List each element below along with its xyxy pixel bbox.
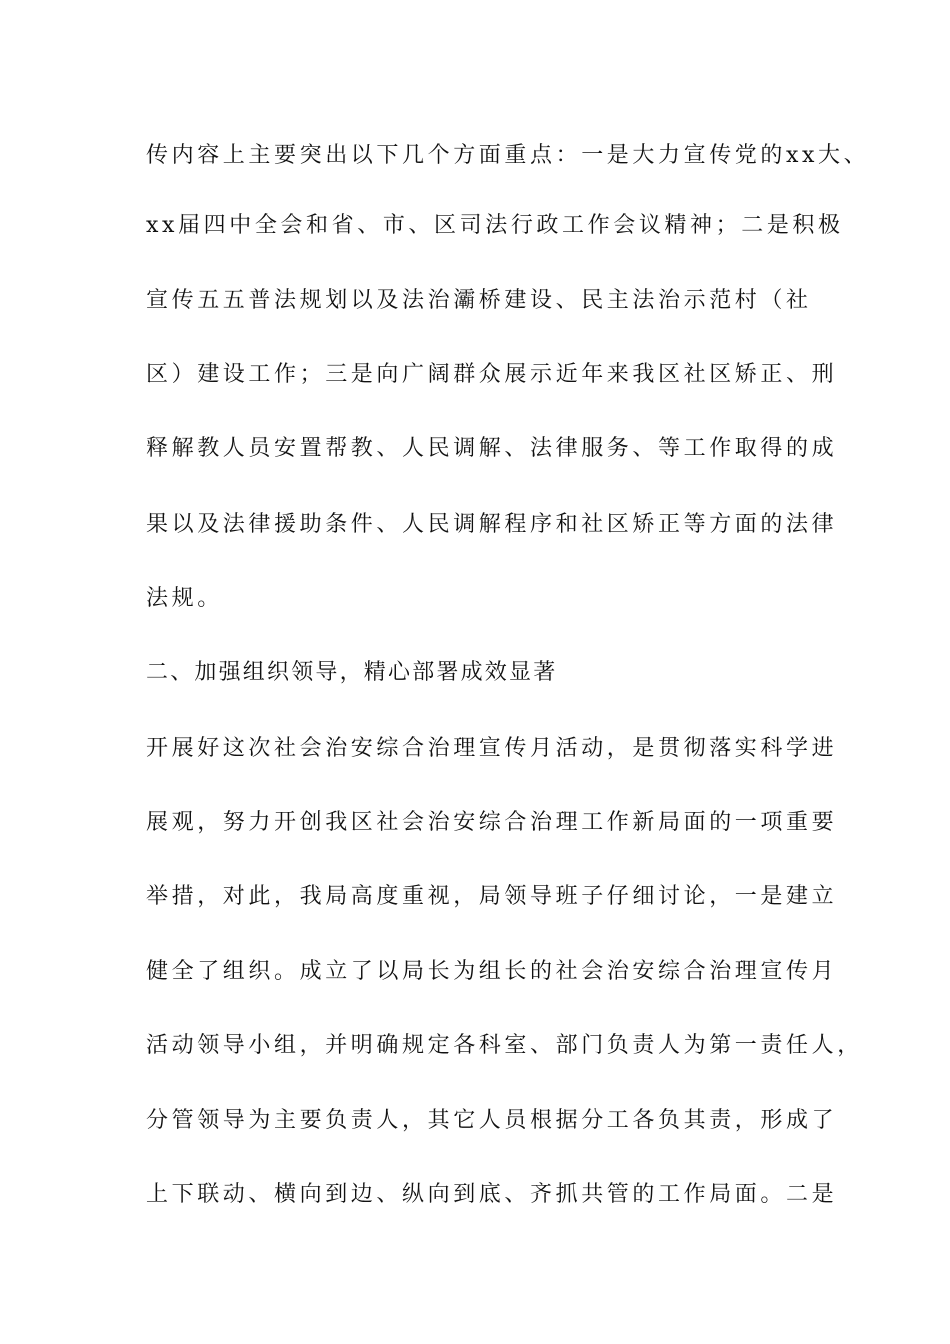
body-text-line: 开展好这次社会治安综合治理宣传月活动，是贯彻落实科学进 [146,736,838,761]
body-text-line: 上下联动、横向到边、纵向到底、齐抓共管的工作局面。二是 [146,1182,838,1207]
body-text-line: 举措，对此，我局高度重视，局领导班子仔细讨论，一是建立 [146,884,838,909]
body-text-line: 传内容上主要突出以下几个方面重点：一是大力宣传党的xx大、 [146,143,870,168]
body-text-line: xx届四中全会和省、市、区司法行政工作会议精神；二是积极 [146,213,844,238]
body-text-line: 法规。 [146,586,223,611]
body-text-line: 释解教人员安置帮教、人民调解、法律服务、等工作取得的成 [146,436,838,461]
section-heading: 二、加强组织领导，精心部署成效显著 [146,660,558,685]
body-text-line: 区）建设工作；三是向广阔群众展示近年来我区社区矫正、刑 [146,362,838,387]
body-text-line: 健全了组织。成立了以局长为组长的社会治安综合治理宣传月 [146,959,838,984]
body-text-line: 宣传五五普法规划以及法治灞桥建设、民主法治示范村（社 [146,288,812,313]
body-text-line: 展观，努力开创我区社会治安综合治理工作新局面的一项重要 [146,810,838,835]
body-text-line: 活动领导小组，并明确规定各科室、部门负责人为第一责任人， [146,1033,863,1058]
body-text-line: 果以及法律援助条件、人民调解程序和社区矫正等方面的法律 [146,512,838,537]
body-text-line: 分管领导为主要负责人，其它人员根据分工各负其责，形成了 [146,1108,838,1133]
